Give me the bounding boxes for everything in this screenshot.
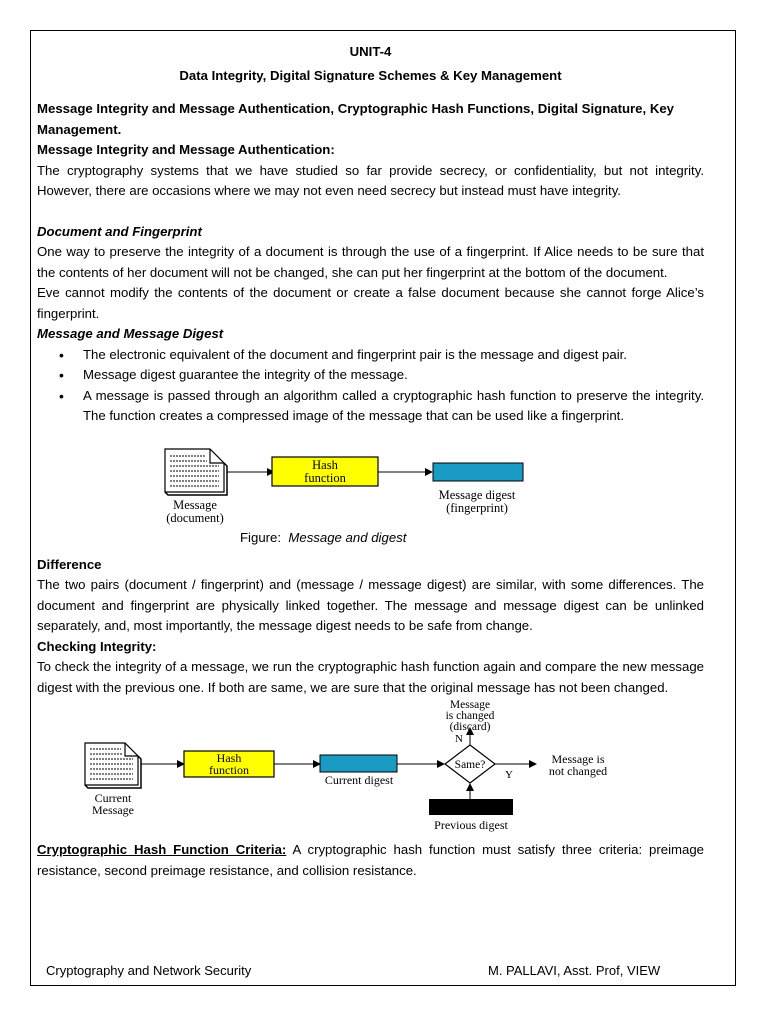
figure-1-caption-text: Message and digest <box>288 529 407 545</box>
fig1-document-label: (document) <box>166 510 224 525</box>
checking-integrity-text: To check the integrity of a message, we run the cryptographic hash function again and compare the new message digest with the previous one. If both are same, we are sure that the original message has not been changed. <box>37 659 704 695</box>
fig1-digest-box <box>433 463 523 481</box>
fig2-changed-label-1: Message <box>449 699 491 712</box>
difference-text: The two pairs (document / fingerprint) and (message / message digest) are similar, with some differences. The document and fingerprint are physically linked together. The message and message digest can be unlinked separately, and, most importantly, the message digest needs to be safe from change. <box>37 577 704 633</box>
figure-1-caption-prefix: Figure: <box>240 529 282 545</box>
fig2-not-changed-label-2: not changed <box>548 764 608 778</box>
figure-2-diagram <box>37 698 704 840</box>
fig1-function-label: function <box>304 470 346 485</box>
list-item: • Message digest guarantee the integrity of the message. <box>83 365 704 386</box>
list-item: • The electronic equivalent of the document and fingerprint pair is the message and digest pair. <box>83 345 704 366</box>
fig2-previous-digest-box <box>429 799 513 815</box>
list-item: • A message is passed through an algorithm called a cryptographic hash function to preserve the integrity. The function creates a compressed image of the message that can be used like a fingerprint. <box>83 386 704 427</box>
footer-author: M. PALLAVI, Asst. Prof, VIEW <box>488 963 661 978</box>
fig2-function-label: function <box>209 763 249 777</box>
fig2-current-label: Current <box>94 791 132 805</box>
section-heading-integrity: Message Integrity and Message Authentication: <box>37 142 335 157</box>
topics-list: Message Integrity and Message Authentication, Cryptographic Hash Functions, Digital Signature, Key Management. <box>37 101 675 137</box>
fig2-current-digest-label: Current digest <box>324 773 394 787</box>
document-icon <box>165 449 227 495</box>
heading-checking-integrity: Checking Integrity: <box>37 638 157 654</box>
fig2-current-digest-box <box>320 755 397 772</box>
fig2-previous-digest-label: Previous digest <box>434 818 508 832</box>
heading-difference: Difference <box>37 556 102 572</box>
fingerprint-para-1: One way to preserve the integrity of a document is through the use of a fingerprint. If Alice needs to be sure that the contents of her document will not be changed, she can put her fingerprint at the bottom of the document. <box>37 244 704 280</box>
fig1-digest-label: Message digest <box>438 487 516 502</box>
fig2-hash-label: Hash <box>216 751 242 765</box>
criteria-text: A cryptographic hash function must satisfy three criteria: preimage resistance, second preimage resistance, and collision resistance. <box>37 842 704 878</box>
heading-message-digest: Message and Message Digest <box>37 326 224 341</box>
heading-fingerprint: Document and Fingerprint <box>37 223 202 239</box>
fig2-same-label: Same? <box>454 759 486 771</box>
document-body <box>37 40 704 881</box>
fig1-fingerprint-label: (fingerprint) <box>446 500 508 515</box>
criteria-heading: Cryptographic Hash Function Criteria: <box>37 842 287 857</box>
unit-label: UNIT-4 <box>349 44 392 59</box>
fig2-y-label: Y <box>505 769 513 781</box>
current-message-document-icon <box>85 743 141 788</box>
figure-message-digest <box>37 427 704 555</box>
fig2-changed-label-3: (discard) <box>449 721 491 734</box>
figure-1-caption <box>240 529 406 547</box>
fig2-changed-label-2: is changed <box>445 710 495 723</box>
fig2-message-label: Message <box>92 803 134 817</box>
fingerprint-para-2: Eve cannot modify the contents of the document or create a false document because she cannot forge Alice’s fingerprint. <box>37 285 704 321</box>
fig1-hash-label: Hash <box>312 457 338 472</box>
fig2-not-changed-label-1: Message is <box>551 752 605 766</box>
section-text-integrity: The cryptography systems that we have studied so far provide secrecy, or confidentiality, but not integrity. However, there are occasions where we may not even need secrecy but instead must have integrity. <box>37 162 704 198</box>
page-title: Data Integrity, Digital Signature Schemes & Key Management <box>179 67 562 83</box>
figure-checking-integrity <box>37 698 704 840</box>
criteria-paragraph <box>37 840 704 881</box>
fig1-message-label: Message <box>173 497 217 512</box>
footer-course: Cryptography and Network Security <box>46 963 252 978</box>
digest-bullet-list <box>37 345 704 427</box>
fig2-n-label: N <box>455 733 463 745</box>
